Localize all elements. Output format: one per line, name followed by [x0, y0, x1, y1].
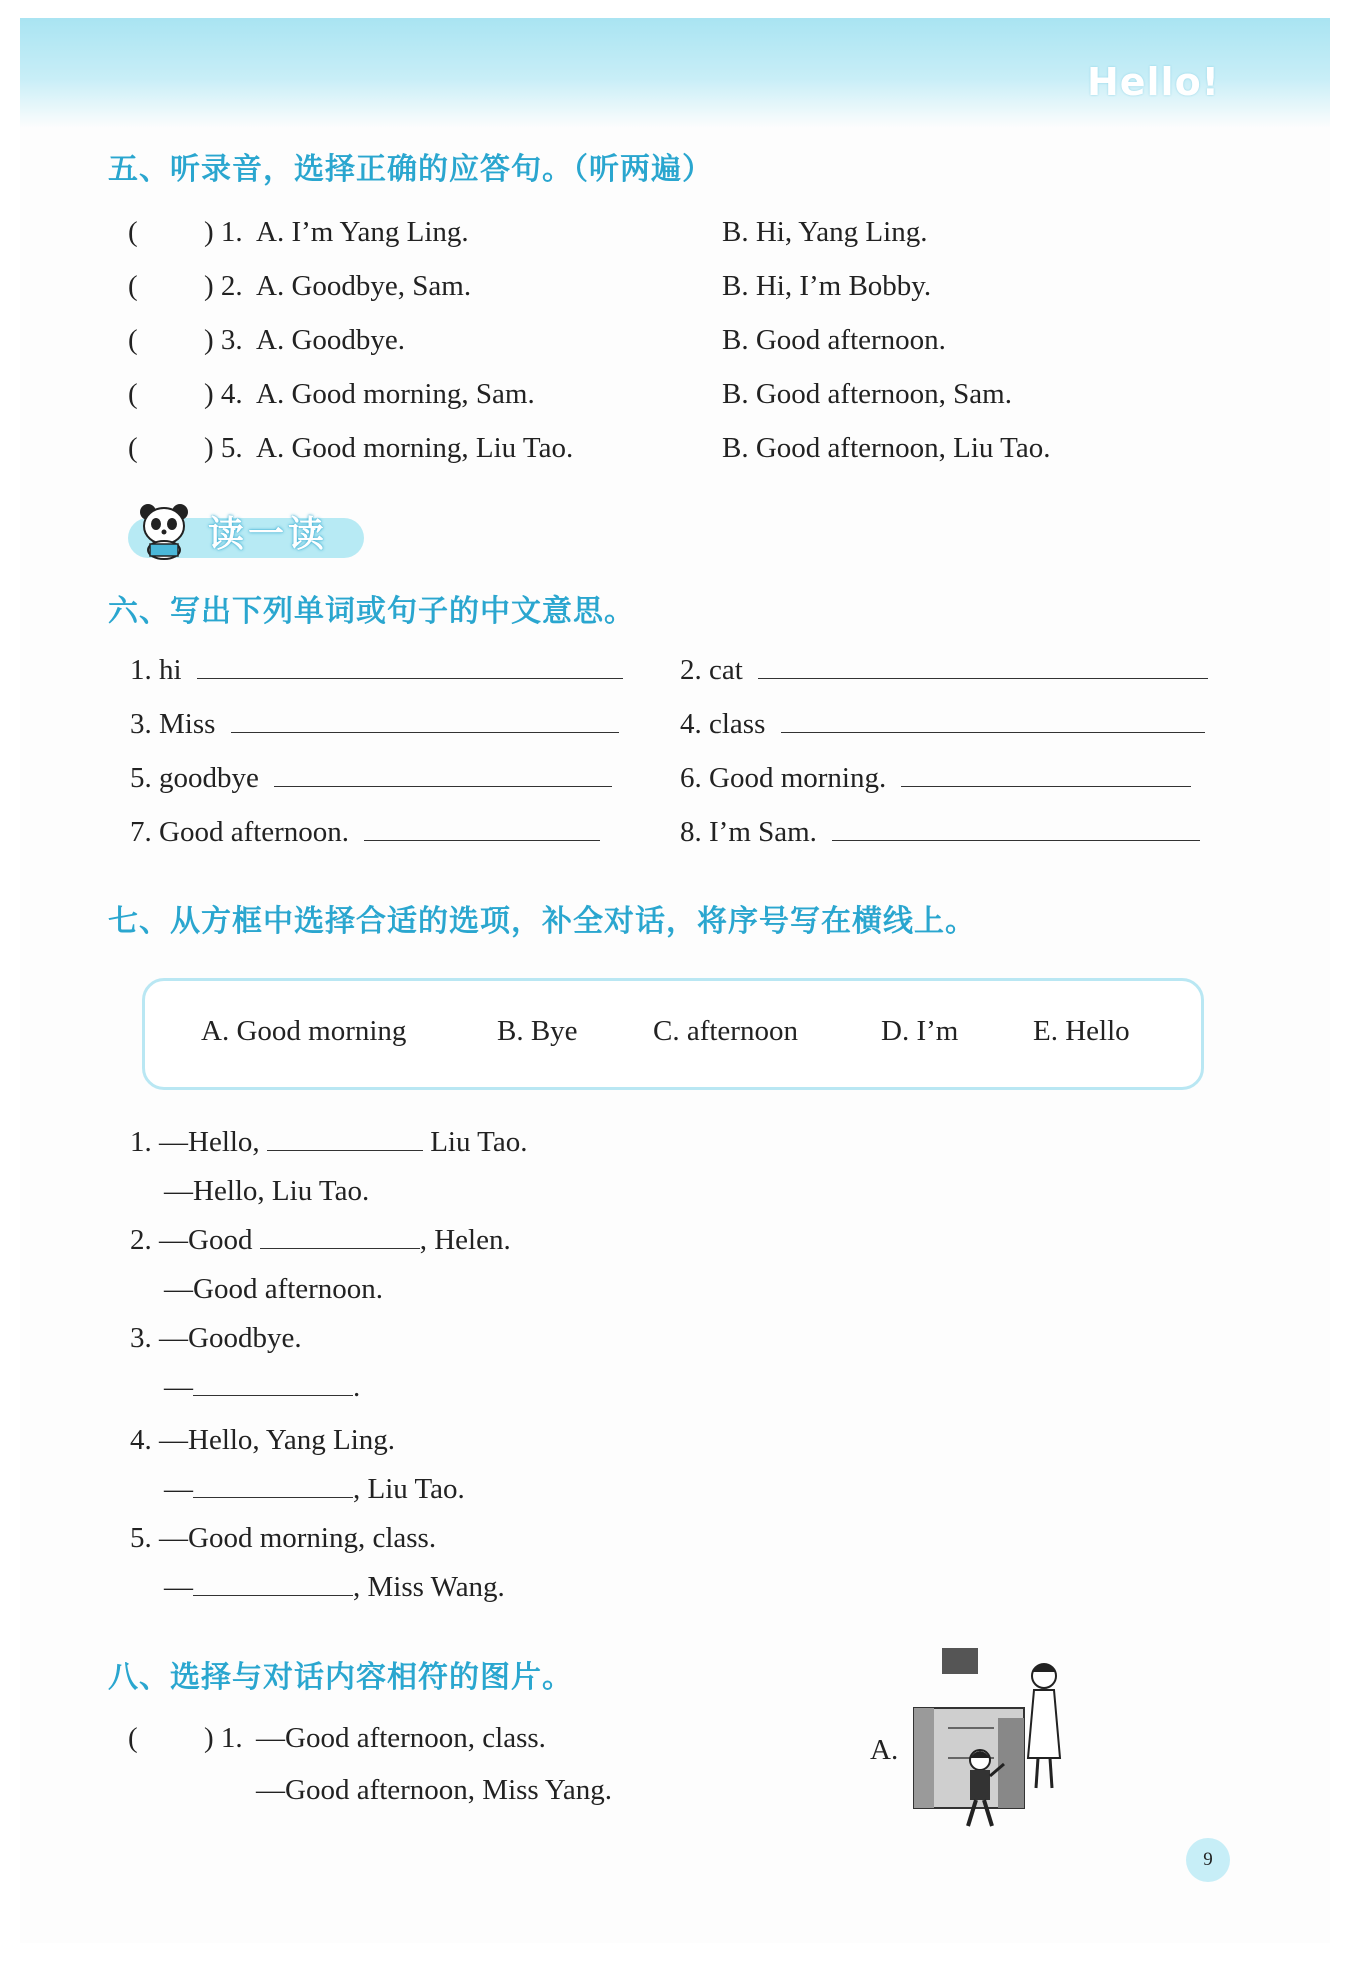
read-banner: [128, 500, 364, 556]
answer-blank[interactable]: [758, 656, 1208, 679]
translation-item: 7. Good afternoon.: [130, 816, 600, 849]
translation-item: 8. I’m Sam.: [680, 816, 1200, 849]
answer-blank[interactable]: [260, 1226, 420, 1249]
dialog-line: —Good afternoon, Miss Yang.: [256, 1774, 613, 1806]
answer-blank[interactable]: [781, 710, 1205, 733]
item-number: ) 5.: [204, 432, 243, 464]
brand-logo: Hello!: [1086, 60, 1220, 104]
dialog-line: 3. —Goodbye.: [130, 1322, 302, 1354]
answer-blank[interactable]: [193, 1373, 353, 1396]
page-number: 9: [1186, 1838, 1230, 1882]
dialog-line: 2. —Good , Helen.: [130, 1224, 511, 1256]
option-a: A. Good morning, Sam.: [256, 378, 535, 410]
option-b: B. Hi, Yang Ling.: [722, 216, 928, 248]
section5-title: 五、听录音，选择正确的应答句。（听两遍）: [108, 152, 713, 187]
option-a: A. I’m Yang Ling.: [256, 216, 469, 248]
translation-item: 2. cat: [680, 654, 1208, 687]
option-a: A. Goodbye.: [256, 324, 406, 356]
option-b: B. Hi, I’m Bobby.: [722, 270, 932, 302]
panda-icon: [136, 500, 192, 560]
option-b: B. Good afternoon, Liu Tao.: [722, 432, 1051, 464]
option-c: C. afternoon: [653, 1015, 798, 1047]
answer-blank[interactable]: [193, 1573, 353, 1596]
section7-title: 七、从方框中选择合适的选项，补全对话，将序号写在横线上。: [108, 904, 976, 939]
read-banner-label: 读一读: [208, 514, 329, 555]
answer-blank[interactable]: [231, 710, 619, 733]
dialog-line: —Good afternoon.: [164, 1273, 384, 1305]
option-d: D. I’m: [881, 1015, 959, 1047]
item-number: ) 3.: [204, 324, 243, 356]
item-number: ) 4.: [204, 378, 243, 410]
dialog-line: — , Miss Wang.: [164, 1571, 505, 1603]
translation-item: 1. hi: [130, 654, 623, 687]
option-e: E. Hello: [1033, 1015, 1130, 1047]
option-a: A. Good morning, Liu Tao.: [256, 432, 574, 464]
translation-item: 6. Good morning.: [680, 762, 1191, 795]
dialog-line: 1. —Hello, Liu Tao.: [130, 1126, 528, 1158]
dialog-line: —Hello, Liu Tao.: [164, 1175, 370, 1207]
option-a: A. Good morning: [201, 1015, 407, 1047]
dialog-line: — .: [164, 1371, 361, 1403]
answer-blank[interactable]: [274, 764, 612, 787]
option-box: [142, 978, 1204, 1090]
option-b: B. Good afternoon, Sam.: [722, 378, 1012, 410]
item-number: ) 1.: [204, 216, 243, 248]
section8-title: 八、选择与对话内容相符的图片。: [108, 1660, 573, 1695]
translation-item: 3. Miss: [130, 708, 619, 741]
answer-blank[interactable]: [267, 1128, 423, 1151]
answer-blank[interactable]: [193, 1475, 353, 1498]
option-a: A. Goodbye, Sam.: [256, 270, 472, 302]
item-number: ) 1.: [204, 1722, 243, 1754]
dialog-line: — , Liu Tao.: [164, 1473, 465, 1505]
option-b: B. Good afternoon.: [722, 324, 946, 356]
answer-blank[interactable]: [901, 764, 1191, 787]
option-b: B. Bye: [497, 1015, 578, 1047]
classroom-picture: [908, 1648, 1078, 1838]
answer-blank[interactable]: [364, 818, 600, 841]
answer-blank[interactable]: [832, 818, 1200, 841]
translation-item: 4. class: [680, 708, 1205, 741]
translation-item: 5. goodbye: [130, 762, 612, 795]
dialog-line: 5. —Good morning, class.: [130, 1522, 437, 1554]
item-number: ) 2.: [204, 270, 243, 302]
dialog-line: —Good afternoon, class.: [256, 1722, 546, 1754]
section6-title: 六、写出下列单词或句子的中文意思。: [108, 594, 635, 629]
answer-blank[interactable]: [197, 656, 623, 679]
picture-label: A.: [870, 1734, 899, 1766]
dialog-line: 4. —Hello, Yang Ling.: [130, 1424, 396, 1456]
